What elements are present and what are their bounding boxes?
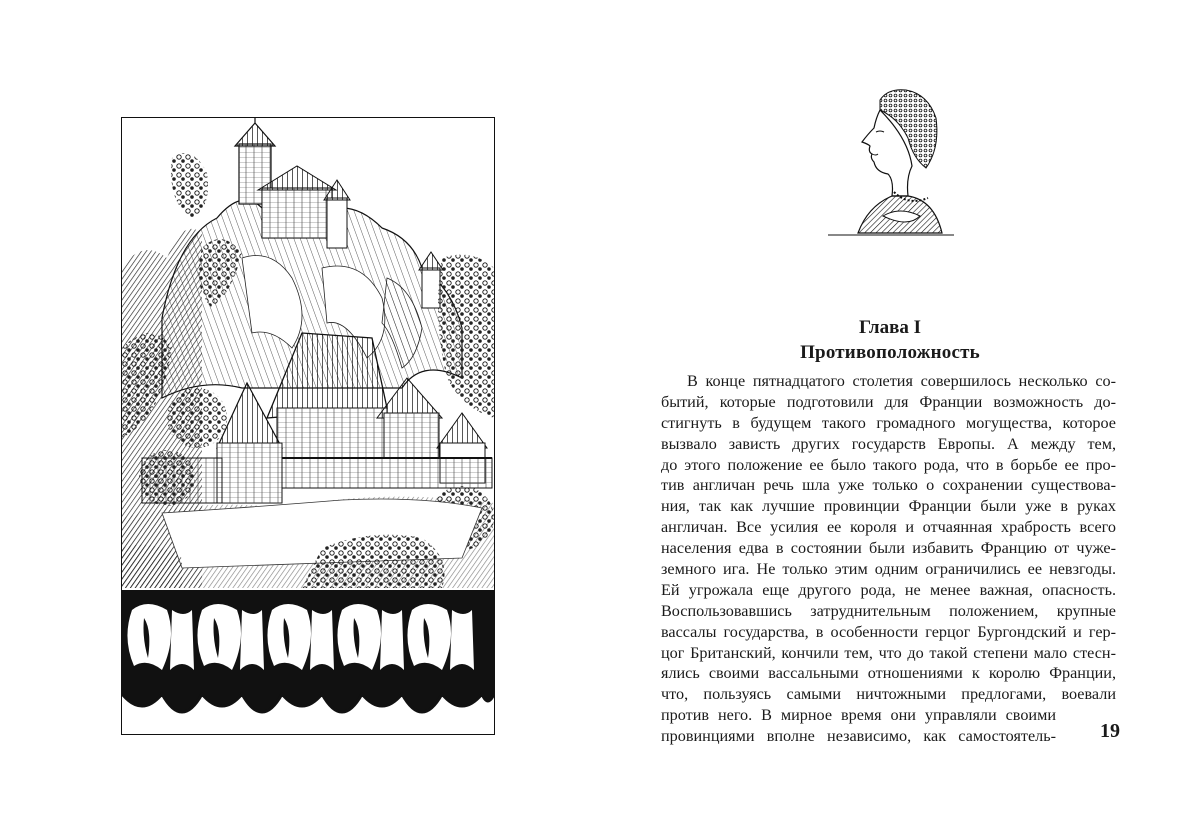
text-line: вызвало зависть других государств Европы. А между тем, xyxy=(661,434,1116,453)
castle-engraving xyxy=(121,117,495,735)
text-line: В конце пятнадцатого столетия совершилось несколько со- xyxy=(687,372,1116,390)
text-line: ялись своими вассальными отношениями к королю Франции, xyxy=(661,664,1116,683)
text-line: Ей угрожала еще другого рода, не менее важная, опасность. xyxy=(661,580,1116,599)
text-line: провинциями вполне независимо, как самостоятель- xyxy=(661,727,1056,746)
text-line: населения едва в состоянии были избавить Францию от чуже- xyxy=(661,539,1116,558)
text-line: вассалы государства, в особенности герцог Бургондский и гер- xyxy=(661,622,1116,641)
text-line: англичан. Все усилия ее короля и отчаянная храбрость всего xyxy=(661,518,1116,537)
text-line: против него. В мирное время они управляли своими xyxy=(661,706,1056,725)
chapter-number: Глава I xyxy=(858,317,921,338)
text-line: цог Британский, кончили тем, что до такой степени мало стесн- xyxy=(661,643,1116,662)
text-line: стигнуть в будущем такого громадного могущества, которое xyxy=(661,413,1116,432)
text-line: земного ига. Не только этим одним ограничились ее невзгоды. xyxy=(661,560,1116,579)
text-line: бытий, которые подготовили для Франции возможность до- xyxy=(661,392,1116,411)
portrait-vignette xyxy=(828,88,954,238)
text-line: ния, так как лучшие провинции Франции были уже в руках xyxy=(661,497,1116,516)
text-line: тив англичан речь шла уже только о сохранении существова- xyxy=(661,476,1116,495)
page-number: 19 xyxy=(1100,720,1120,742)
body-text xyxy=(661,371,1116,747)
chapter-title: Противоположность xyxy=(800,342,980,363)
text-line: Воспользовавшись затруднительным положением, крупные xyxy=(661,601,1116,620)
text-line: что, пользуясь самыми ничтожными предлогами, воевали xyxy=(661,685,1116,704)
chapter-heading xyxy=(660,315,1120,365)
text-line: до этого положение ее было такого рода, что в борьбе ее про- xyxy=(661,455,1116,474)
